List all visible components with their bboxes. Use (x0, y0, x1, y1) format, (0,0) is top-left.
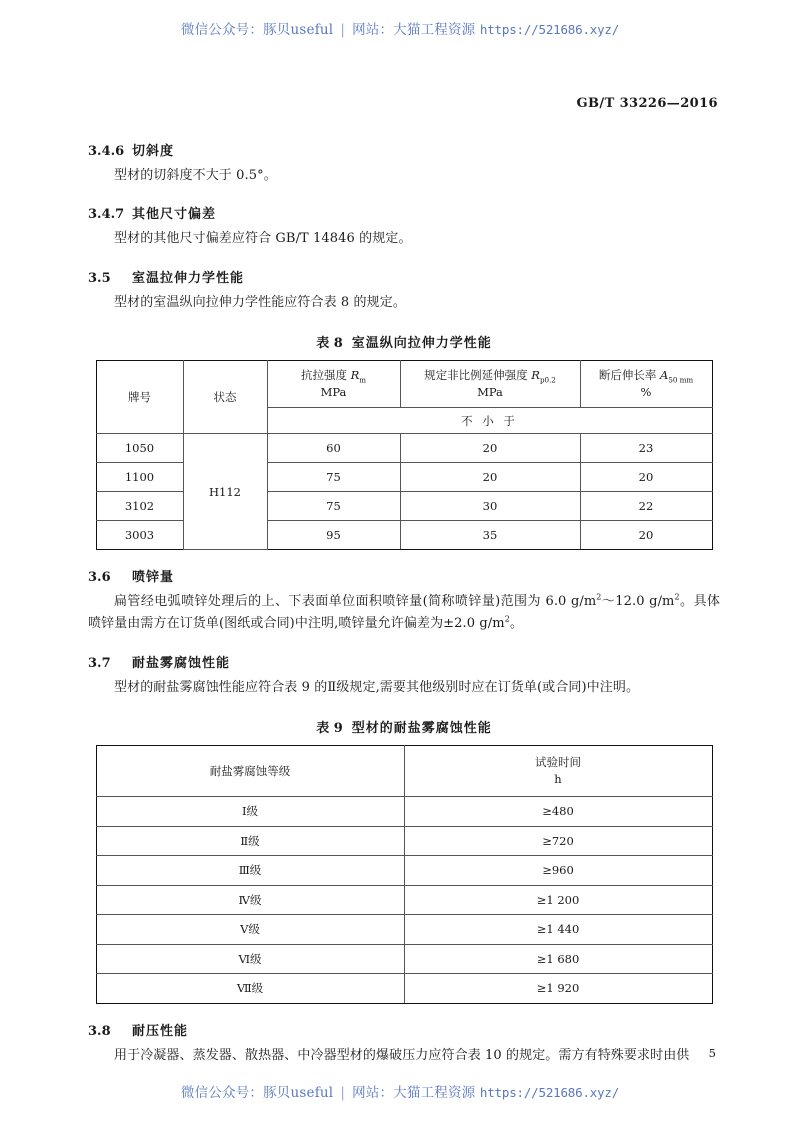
watermark-url: https://521686.xyz/ (479, 22, 620, 37)
table-9-cell-grade: Ⅳ级 (96, 885, 404, 915)
table-9 (96, 745, 713, 1004)
table-row (96, 434, 712, 463)
table-9-cell-time: ≥1 440 (404, 915, 712, 945)
table-row (96, 797, 712, 827)
table-8-cell-proof: 20 (400, 434, 580, 463)
table-8-header-state: 状态 (183, 361, 267, 434)
table-8-header-tensile (267, 361, 400, 408)
table-9-cell-grade: Ⅴ级 (96, 915, 404, 945)
clause-heading-3-6 (88, 566, 720, 585)
clause-title: 其他尺寸偏差 (132, 207, 217, 223)
table-8-cell-proof: 20 (400, 463, 580, 492)
clause-number: 3.5 (88, 270, 111, 286)
table-8-cell-grade: 1100 (96, 463, 183, 492)
clause-title: 喷锌量 (132, 570, 175, 586)
table-8-cell-grade: 3003 (96, 521, 183, 550)
table-9-cell-grade: Ⅱ级 (96, 826, 404, 856)
table-8-header-elongation-line1: 断后伸长率 $A_{50 mm}$ (598, 368, 694, 385)
table-8-cell-tensile: 75 (267, 463, 400, 492)
clause-number: 3.4.7 (88, 207, 125, 223)
table-9-cell-grade: Ⅲ级 (96, 856, 404, 886)
table-8-cell-grade: 3102 (96, 492, 183, 521)
clause-body-3-6: 扁管经电弧喷锌处理后的上、下表面单位面积喷锌量(简称喷锌量)范围为 6.0 $g/m^2\sim 12.0$ $g/m^2$。具体喷锌量由需方在订货单(图纸或合同)中注明,喷锌量允许偏差为±2.0 $g/m^2$。 (88, 592, 720, 632)
table-9-cell-time: ≥480 (404, 797, 712, 827)
table-9-header-grade: 耐盐雾腐蚀等级 (96, 746, 404, 797)
table-9-cell-grade: Ⅶ级 (96, 974, 404, 1004)
clause-heading-3-4-7 (88, 203, 720, 222)
watermark-url: https://521686.xyz/ (479, 1085, 620, 1100)
table-8-header-proof-line1: 规定非比例延伸强度 $R_{p0.2}$ (424, 368, 556, 385)
table-8-cell-grade: 1050 (96, 434, 183, 463)
table-8-header-elongation-unit: % (640, 385, 652, 400)
standard-code: GB/T 33226—2016 (576, 96, 718, 111)
table-8-header-elongation (580, 361, 712, 408)
clause-heading-3-4-6 (88, 140, 720, 159)
table-8-header-proof (400, 361, 580, 408)
table-row (96, 915, 712, 945)
table-9-caption (88, 717, 720, 736)
table-row (96, 974, 712, 1004)
table-8-cell-proof: 30 (400, 492, 580, 521)
clause-heading-3-7 (88, 652, 720, 671)
table-9-header-time-line1: 试验时间 (535, 754, 581, 769)
document-content (88, 140, 720, 1069)
watermark-site-label: 网站：大猫工程资源 (352, 22, 476, 38)
clause-body-3-4-7: 型材的其他尺寸偏差应符合 GB/T 14846 的规定。 (114, 231, 412, 247)
table-9-cell-time: ≥720 (404, 826, 712, 856)
table-row (96, 944, 712, 974)
table-8-cell-proof: 35 (400, 521, 580, 550)
table-9-cell-time: ≥1 680 (404, 944, 712, 974)
table-row (96, 885, 712, 915)
clause-number: 3.4.6 (88, 144, 125, 159)
table-8-cell-tensile: 95 (267, 521, 400, 550)
clause-body-3-8: 用于冷凝器、蒸发器、散热器、中冷器型材的爆破压力应符合表 10 的规定。需方有特殊要求时由供 (114, 1047, 690, 1063)
table-8-not-less-than: 不 小 于 (267, 408, 712, 434)
clause-body-3-4-6: 型材的切斜度不大于 0.5°。 (114, 168, 277, 183)
table-8-header-tensile-line1: 抗拉强度 $R_m$ (300, 368, 367, 385)
watermark-separator: | (340, 1085, 346, 1101)
table-8-title: 室温纵向拉伸力学性能 (351, 336, 492, 352)
table-8-header-tensile-unit: MPa (320, 385, 347, 400)
table-8-header-proof-unit: MPa (477, 385, 503, 400)
table-8-cell-elongation: 23 (580, 434, 712, 463)
table-8-caption (88, 332, 720, 351)
clause-heading-3-5 (88, 267, 720, 286)
table-9-title: 型材的耐盐雾腐蚀性能 (351, 721, 492, 737)
clause-title: 切斜度 (132, 144, 175, 159)
table-8-header-grade: 牌号 (96, 361, 183, 434)
table-9-label: 表 9 (316, 721, 343, 737)
table-9-cell-time: ≥1 200 (404, 885, 712, 915)
clause-body-3-5: 型材的室温纵向拉伸力学性能应符合表 8 的规定。 (114, 294, 406, 310)
table-9-cell-grade: Ⅵ级 (96, 944, 404, 974)
watermark-site-label: 网站：大猫工程资源 (352, 1085, 476, 1101)
clause-body-3-7: 型材的耐盐雾腐蚀性能应符合表 9 的Ⅱ级规定,需要其他级别时应在订货单(或合同)中注明。 (114, 679, 640, 695)
table-row (96, 361, 712, 408)
clause-number: 3.6 (88, 570, 111, 586)
table-8-cell-elongation: 20 (580, 463, 712, 492)
clause-title: 室温拉伸力学性能 (132, 270, 245, 286)
watermark-bottom (0, 1081, 800, 1101)
clause-title: 耐盐雾腐蚀性能 (132, 655, 231, 671)
table-9-cell-grade: Ⅰ级 (96, 797, 404, 827)
table-8-cell-tensile: 60 (267, 434, 400, 463)
clause-title: 耐压性能 (132, 1023, 189, 1039)
table-row (96, 746, 712, 797)
watermark-wechat-label: 微信公众号：豚贝useful (180, 1085, 334, 1101)
watermark-separator: | (340, 22, 346, 38)
table-9-cell-time: ≥960 (404, 856, 712, 886)
table-8-cell-elongation: 22 (580, 492, 712, 521)
clause-number: 3.7 (88, 655, 111, 671)
table-8 (96, 360, 713, 550)
table-9-header-time (404, 746, 712, 797)
table-8-cell-tensile: 75 (267, 492, 400, 521)
clause-number: 3.8 (88, 1023, 111, 1039)
table-row (96, 856, 712, 886)
watermark-wechat-label: 微信公众号：豚贝useful (180, 22, 334, 38)
table-8-cell-elongation: 20 (580, 521, 712, 550)
table-9-cell-time: ≥1 920 (404, 974, 712, 1004)
table-9-header-time-unit: h (554, 772, 562, 787)
table-8-label: 表 8 (316, 336, 343, 352)
table-row (96, 826, 712, 856)
watermark-top (0, 18, 800, 38)
table-8-cell-state: H112 (183, 434, 267, 550)
page-number: 5 (708, 1046, 716, 1060)
clause-heading-3-8 (88, 1020, 720, 1039)
